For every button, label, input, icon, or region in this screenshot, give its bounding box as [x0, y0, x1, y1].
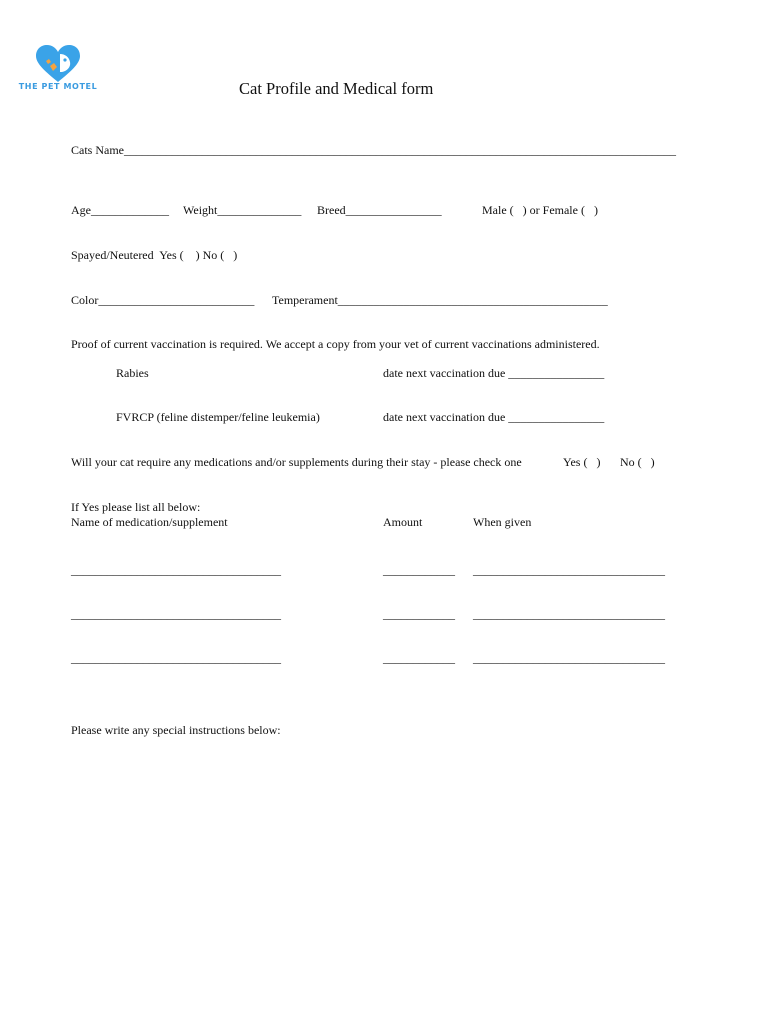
- medication-row-1-amount[interactable]: ____________: [383, 563, 455, 577]
- fvrcp-due-field[interactable]: date next vaccination due ________________: [383, 410, 605, 424]
- age-field[interactable]: Age_____________: [71, 203, 169, 217]
- pet-motel-logo: [16, 44, 100, 96]
- cats-name-field[interactable]: Cats Name____________________________________________________________________________________________: [71, 143, 676, 157]
- medication-row-2-name[interactable]: ___________________________________: [71, 607, 281, 621]
- heart-pet-icon: [16, 44, 100, 84]
- form-title: Cat Profile and Medical form: [239, 79, 434, 98]
- breed-field[interactable]: Breed________________: [317, 203, 442, 217]
- medication-row-3-when[interactable]: ________________________________: [473, 651, 665, 665]
- medication-question: Will your cat require any medications and/or supplements during their stay - please check one: [71, 455, 522, 469]
- fvrcp-label: FVRCP (feline distemper/feline leukemia): [116, 410, 320, 424]
- sex-field[interactable]: Male ( ) or Female ( ): [482, 203, 598, 217]
- medication-row-3-name[interactable]: ___________________________________: [71, 651, 281, 665]
- color-field[interactable]: Color__________________________: [71, 293, 255, 307]
- medication-row-1-name[interactable]: ___________________________________: [71, 563, 281, 577]
- medication-when-header: When given: [473, 515, 532, 529]
- logo-text: THE PET MOTEL: [18, 82, 98, 91]
- rabies-label: Rabies: [116, 366, 149, 380]
- medication-row-2-amount[interactable]: ____________: [383, 607, 455, 621]
- medication-list-intro: If Yes please list all below:: [71, 500, 201, 514]
- medication-no-checkbox[interactable]: No ( ): [620, 455, 655, 469]
- weight-field[interactable]: Weight______________: [183, 203, 302, 217]
- medication-row-1-when[interactable]: ________________________________: [473, 563, 665, 577]
- vaccination-notice: Proof of current vaccination is required. We accept a copy from your vet of current vaccinations administered.: [71, 337, 600, 351]
- special-instructions-label: Please write any special instructions below:: [71, 723, 281, 737]
- medication-amount-header: Amount: [383, 515, 423, 529]
- medication-yes-checkbox[interactable]: Yes ( ): [563, 455, 601, 469]
- rabies-due-field[interactable]: date next vaccination due ________________: [383, 366, 605, 380]
- medication-name-header: Name of medication/supplement: [71, 515, 228, 529]
- temperament-field[interactable]: Temperament_____________________________________________: [272, 293, 608, 307]
- medication-row-3-amount[interactable]: ____________: [383, 651, 455, 665]
- spayed-neutered-field[interactable]: Spayed/Neutered Yes ( ) No ( ): [71, 248, 238, 262]
- medication-row-2-when[interactable]: ________________________________: [473, 607, 665, 621]
